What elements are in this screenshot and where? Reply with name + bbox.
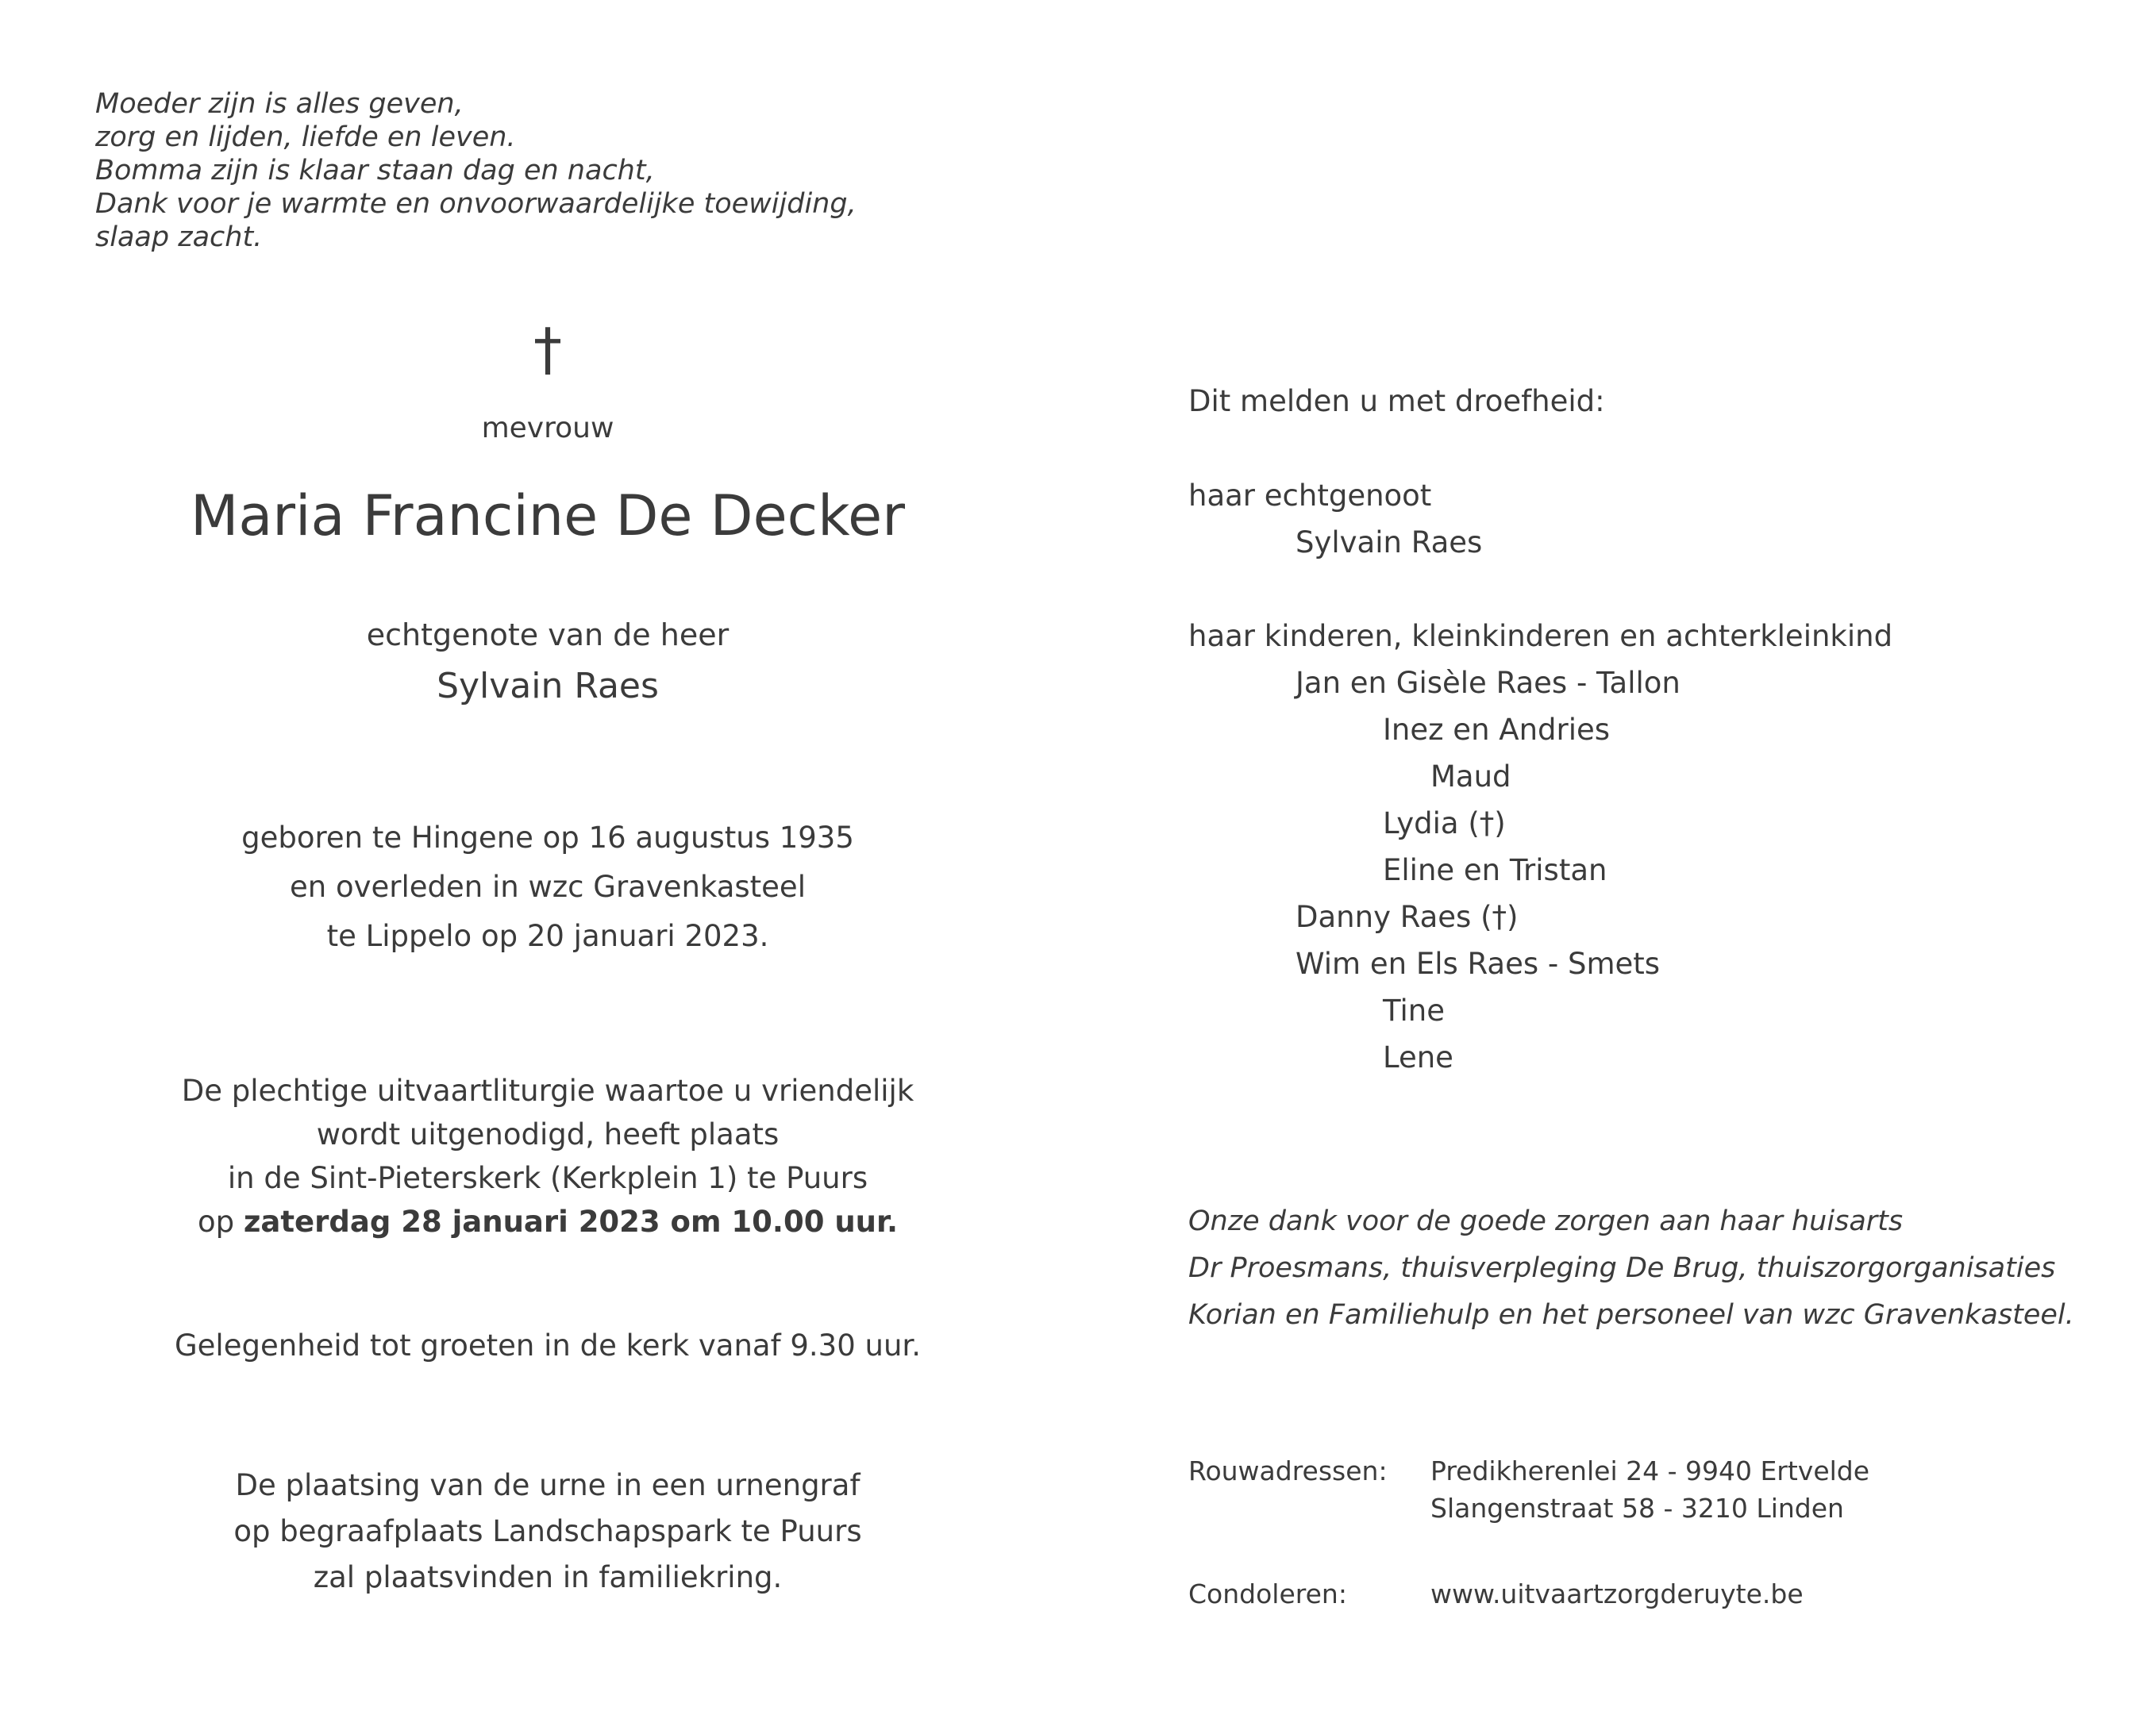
thanks-line: Onze dank voor de goede zorgen aan haar huisarts [1188, 1205, 1904, 1237]
poem-line: Bomma zijn is klaar staan dag en nacht, [95, 155, 655, 186]
urn-details [71, 1463, 1024, 1601]
family-member: Jan en Gisèle Raes - Tallon [1296, 666, 1681, 700]
family-member: Danny Raes (†) [1296, 900, 1519, 934]
urn-line: zal plaatsvinden in familiekring. [313, 1560, 783, 1594]
urn-line: De plaatsing van de urne in een urnengraf [235, 1468, 860, 1502]
funeral-line: De plechtige uitvaartliturgie waartoe u vriendelijk [181, 1074, 914, 1108]
spouse-label: echtgenote van de heer [366, 617, 730, 652]
poem-line: Moeder zijn is alles geven, [95, 88, 464, 120]
spouse-heading: haar echtgenoot [1188, 479, 1432, 513]
visit-info: Gelegenheid tot groeten in de kerk vanaf 9.30 uur. [175, 1328, 921, 1363]
thanks-line: Korian en Familiehulp en het personeel van wzc Gravenkasteel. [1188, 1299, 2074, 1331]
poem-line: Dank voor je warmte en onvoorwaardelijke toewijding, [95, 188, 857, 220]
funeral-date: zaterdag 28 januari 2023 om 10.00 uur. [243, 1205, 899, 1239]
poem-line: slaap zacht. [95, 221, 263, 253]
family-member: Inez en Andries [1383, 713, 1611, 747]
deceased-name: Maria Francine De Decker [190, 483, 906, 548]
thanks-line: Dr Proesmans, thuisverpleging De Brug, thuiszorgorganisaties [1188, 1252, 2056, 1284]
family-heading: haar kinderen, kleinkinderen en achterkleinkind [1188, 619, 1893, 653]
family-member: Lydia (†) [1383, 806, 1506, 840]
funeral-line: wordt uitgenodigd, heeft plaats [316, 1117, 780, 1152]
life-line: geboren te Hingene op 16 augustus 1935 [241, 821, 854, 855]
funeral-line: in de Sint-Pieterskerk (Kerkplein 1) te Puurs [227, 1161, 868, 1195]
urn-line: op begraafplaats Landschapspark te Puurs [233, 1514, 862, 1548]
life-line: te Lippelo op 20 januari 2023. [326, 919, 769, 953]
family-member: Wim en Els Raes - Smets [1296, 947, 1661, 981]
condolence-website: www.uitvaartzorgderuyte.be [1430, 1578, 1804, 1609]
family-member: Lene [1383, 1040, 1453, 1075]
funeral-prefix: op [197, 1205, 235, 1239]
address-line: Predikherenlei 24 - 9940 Ertvelde [1430, 1455, 1870, 1486]
address-label: Rouwadressen: [1188, 1455, 1388, 1486]
address-list [1430, 1452, 1869, 1527]
life-line: en overleden in wzc Gravenkasteel [290, 870, 806, 904]
family-member: Maud [1430, 759, 1511, 794]
poem [95, 87, 857, 254]
spouse-entry: Sylvain Raes [1296, 525, 1483, 559]
cross-icon: † [533, 316, 562, 383]
thanks-note [1188, 1198, 2074, 1339]
funeral-details [71, 1069, 1024, 1244]
announcement: Dit melden u met droefheid: [1188, 384, 1605, 418]
honorific: mevrouw [481, 412, 614, 444]
condolence-label: Condoleren: [1188, 1578, 1347, 1609]
family-member: Tine [1383, 994, 1445, 1028]
address-line: Slangenstraat 58 - 3210 Linden [1430, 1493, 1844, 1524]
spouse-name: Sylvain Raes [437, 666, 659, 706]
life-details [71, 813, 1024, 961]
funeral-date-line [71, 1200, 1024, 1244]
poem-line: zorg en lijden, liefde en leven. [95, 121, 516, 153]
family-list [1188, 472, 1892, 1081]
family-member: Eline en Tristan [1383, 853, 1607, 887]
